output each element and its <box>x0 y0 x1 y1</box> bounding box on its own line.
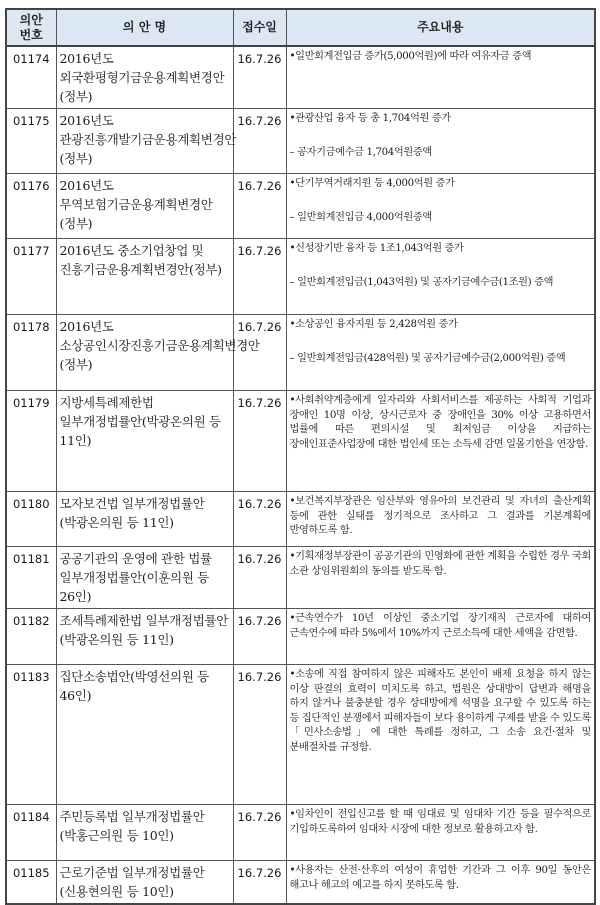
bill-name: 근로기준법 일부개정법률안(신용현의원 등 10인) <box>56 861 233 905</box>
summary-main-text: •소송에 직접 참여하지 않은 피해자도 본인이 배제 요청을 하지 않는 이상 판결의 효력이 미치도록 하고, 법원은 상대방이 답변과 해명을 하지 않거나 불충분할 경우 상대방에게 석명을 요구할 수 있도록 하는 등 집단적인 분쟁에서 피해자들이 보다 용이하게 구제를 받을 수 있도록 「민사소송법」에 대한 특례를 정하고, 그 소송 요건·절차 및 분배절차를 규정함. <box>289 669 591 753</box>
table-row <box>6 109 595 174</box>
bill-number: 01181 <box>6 547 56 609</box>
summary-main-text: •기획재정부장관이 공공기관의 민영화에 관한 계획을 수립한 경우 국회 소관 상임위원회의 동의를 받도록 함. <box>289 551 591 577</box>
bill-number: 01180 <box>6 492 56 547</box>
submission-date: 16.7.26 <box>233 547 286 609</box>
submission-date: 16.7.26 <box>233 805 286 861</box>
bill-number: 01178 <box>6 315 56 391</box>
bill-number: 01182 <box>6 609 56 665</box>
summary-main-text: •신성장기반 융자 등 1조1,043억원 증가 <box>289 243 464 254</box>
submission-date: 16.7.26 <box>233 391 286 492</box>
bill-name: 2016년도 중소기업창업 및 진흥기금운용계획변경안(정부) <box>56 239 233 315</box>
bill-name: 2016년도 소상공인시장진흥기금운용계획변경안(정부) <box>56 315 233 391</box>
bill-summary <box>286 46 595 109</box>
summary-sub-text: – 일반회계전입금 4,000억원증액 <box>289 211 432 223</box>
table-row <box>6 46 595 109</box>
submission-date: 16.7.26 <box>233 46 286 109</box>
bill-number: 01176 <box>6 174 56 239</box>
submission-date: 16.7.26 <box>233 109 286 174</box>
table-row <box>6 805 595 861</box>
bill-summary <box>286 861 595 905</box>
bill-name: 2016년도 외국환평형기금운용계획변경안(정부) <box>56 46 233 109</box>
bill-number: 01175 <box>6 109 56 174</box>
table-row <box>6 609 595 665</box>
bill-list-page <box>5 8 594 905</box>
bill-number: 01184 <box>6 805 56 861</box>
bill-table <box>5 8 596 905</box>
bill-summary <box>286 239 595 315</box>
submission-date: 16.7.26 <box>233 239 286 315</box>
bill-summary <box>286 492 595 547</box>
submission-date: 16.7.26 <box>233 492 286 547</box>
table-header-row <box>6 9 595 46</box>
table-row <box>6 547 595 609</box>
summary-main-text: •사용자는 산전·산후의 여성이 휴업한 기간과 그 이후 90일 동안은 해고나 해고의 예고를 하지 못하도록 함. <box>289 865 591 891</box>
bill-number: 01183 <box>6 665 56 805</box>
bill-summary <box>286 609 595 665</box>
header-bill-name: 의 안 명 <box>56 9 233 46</box>
submission-date: 16.7.26 <box>233 861 286 905</box>
header-date: 접수일 <box>233 9 286 46</box>
bill-summary <box>286 547 595 609</box>
table-row <box>6 665 595 805</box>
summary-main-text: •일반회계전입금 증가(5,000억원)에 따라 여유자금 증액 <box>289 51 532 62</box>
header-bill-no: 의안 번호 <box>6 9 56 46</box>
bill-summary <box>286 665 595 805</box>
bill-summary <box>286 391 595 492</box>
submission-date: 16.7.26 <box>233 315 286 391</box>
summary-main-text: •관광산업 융자 등 총 1,704억원 증가 <box>289 113 451 124</box>
submission-date: 16.7.26 <box>233 609 286 665</box>
summary-main-text: •소상공인 융자지원 등 2,428억원 증가 <box>289 319 458 330</box>
bill-number: 01174 <box>6 46 56 109</box>
submission-date: 16.7.26 <box>233 174 286 239</box>
table-row <box>6 239 595 315</box>
bill-summary <box>286 109 595 174</box>
bill-summary <box>286 805 595 861</box>
bill-number: 01179 <box>6 391 56 492</box>
bill-name: 집단소송법안(박영선의원 등 46인) <box>56 665 233 805</box>
bill-name: 2016년도 관광진흥개발기금운용계획변경안(정부) <box>56 109 233 174</box>
summary-sub-text: – 공자기금예수금 1,704억원증액 <box>289 146 432 158</box>
bill-summary <box>286 174 595 239</box>
summary-main-text: •사회취약계층에게 일자리와 사회서비스를 제공하는 사회적 기업과 장애인 10명 이상, 상시근로자 중 장애인을 30% 이상 고용하면서 법률에 따른 편의시설 및 최저임금 이상을 지급하는 장애인표준사업장에 대한 법인세 또는 소득세 감면 일몰기한을 연장함. <box>289 395 591 450</box>
summary-sub-text: – 일반회계전입금(428억원) 및 공자기금예수금(2,000억원) 증액 <box>289 352 566 364</box>
table-row <box>6 861 595 905</box>
table-row <box>6 492 595 547</box>
bill-name: 모자보건법 일부개정법률안(박광온의원 등 11인) <box>56 492 233 547</box>
summary-main-text: •근속연수가 10년 이상인 중소기업 장기재직 근로자에 대하여 근속연수에 따라 5%에서 10%까지 근로소득에 대한 세액을 감면함. <box>289 613 591 639</box>
table-row <box>6 315 595 391</box>
header-summary: 주요내용 <box>286 9 595 46</box>
bill-name: 2016년도 무역보험기금운용계획변경안(정부) <box>56 174 233 239</box>
submission-date: 16.7.26 <box>233 665 286 805</box>
bill-name: 조세특례제한법 일부개정법률안(박광온의원 등 11인) <box>56 609 233 665</box>
bill-name: 주민등록법 일부개정법률안(박홍근의원 등 10인) <box>56 805 233 861</box>
table-row <box>6 174 595 239</box>
bill-summary <box>286 315 595 391</box>
bill-number: 01185 <box>6 861 56 905</box>
bill-name: 공공기관의 운영에 관한 법률 일부개정법률안(이훈의원 등 26인) <box>56 547 233 609</box>
summary-main-text: •보건복지부장관은 임산부와 영유아의 보건관리 및 자녀의 출산계획 등에 관한 실태를 정기적으로 조사하고 그 결과를 기본계획에 반영하도록 함. <box>289 496 591 536</box>
summary-main-text: •임차인이 전입신고를 할 때 임대료 및 임대차 기간 등을 필수적으로 기입하도록하여 임대차 시장에 대한 정보로 활용하고자 함. <box>289 809 591 835</box>
summary-sub-text: – 일반회계전입금(1,043억원) 및 공자기금예수금(1조원) 증액 <box>289 276 554 288</box>
summary-main-text: •단기무역거래지원 등 4,000억원 증가 <box>289 178 455 189</box>
bill-number: 01177 <box>6 239 56 315</box>
table-row <box>6 391 595 492</box>
bill-name: 지방세특례제한법 일부개정법률안(박광온의원 등 11인) <box>56 391 233 492</box>
table-body <box>6 46 595 904</box>
